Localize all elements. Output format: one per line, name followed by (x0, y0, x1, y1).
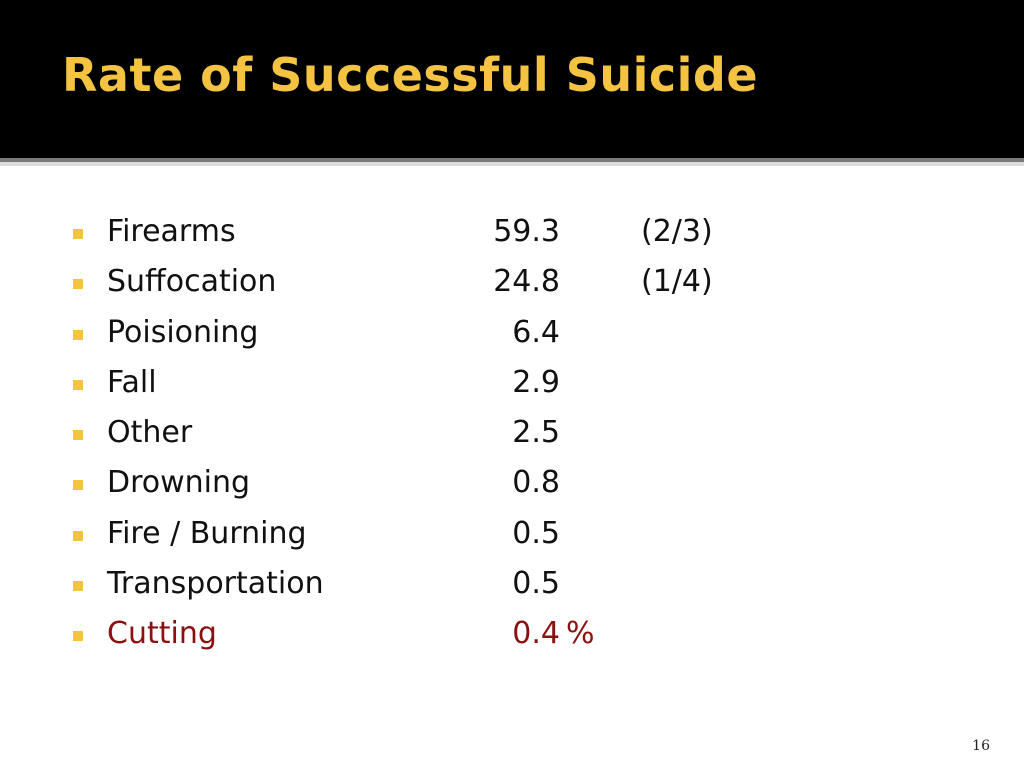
square-bullet-icon (73, 380, 83, 390)
item-unit: % (566, 616, 595, 652)
item-label: Cutting (107, 616, 217, 652)
item-value: 24.8 (493, 264, 560, 300)
item-label: Poisioning (107, 314, 259, 350)
item-value: 59.3 (493, 214, 560, 249)
list-item (0, 564, 1024, 614)
square-bullet-icon (73, 229, 83, 239)
list-item (0, 262, 1024, 312)
item-note: (1/4) (641, 264, 713, 300)
square-bullet-icon (73, 581, 83, 591)
title-band (0, 0, 1024, 158)
square-bullet-icon (73, 330, 83, 340)
title-divider-shadow (0, 162, 1024, 166)
item-label: Firearms (107, 214, 236, 249)
item-label: Transportation (107, 566, 324, 602)
item-value: 6.4 (512, 314, 560, 350)
square-bullet-icon (73, 480, 83, 490)
bullet-list (0, 212, 1024, 665)
list-item (0, 313, 1024, 363)
list-item (0, 463, 1024, 513)
item-value: 0.5 (512, 566, 560, 602)
item-value: 2.9 (512, 364, 560, 400)
square-bullet-icon (73, 631, 83, 641)
item-label: Drowning (107, 465, 251, 501)
item-label: Suffocation (107, 264, 277, 300)
square-bullet-icon (73, 430, 83, 440)
square-bullet-icon (73, 279, 83, 289)
list-item (0, 514, 1024, 564)
item-label: Fire / Burning (107, 515, 307, 551)
item-note: (2/3) (641, 214, 713, 249)
item-value: 0.5 (512, 515, 560, 551)
list-item (0, 413, 1024, 463)
square-bullet-icon (73, 531, 83, 541)
list-item (0, 212, 1024, 262)
list-item (0, 363, 1024, 413)
list-item-highlighted (0, 614, 1024, 664)
item-label: Fall (107, 364, 157, 400)
slide-title: Rate of Successful Suicide (62, 48, 759, 102)
item-value: 0.8 (512, 465, 560, 501)
item-value: 2.5 (512, 415, 560, 451)
item-value: 0.4 (512, 616, 560, 652)
item-label: Other (107, 415, 193, 451)
page-number: 16 (972, 738, 990, 754)
